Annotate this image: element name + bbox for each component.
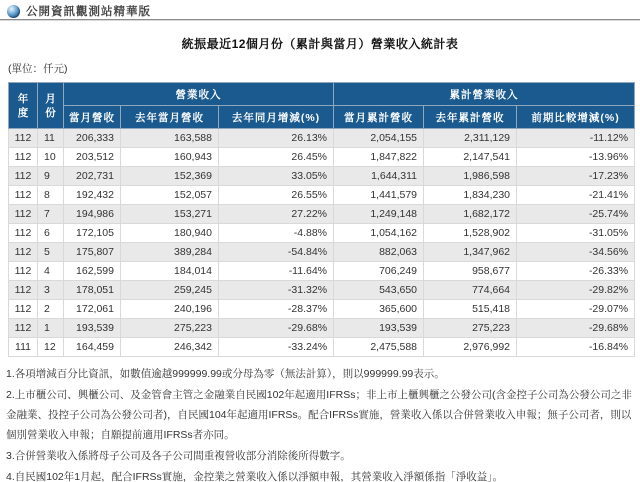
table-cell: 1,847,822: [334, 148, 424, 167]
site-title: 公開資訊觀測站精華版: [26, 6, 151, 18]
table-cell: 178,051: [64, 281, 121, 300]
table-cell: 3: [38, 281, 64, 300]
table-cell: 153,271: [121, 205, 219, 224]
table-cell: -34.56%: [517, 243, 635, 262]
table-cell: 4: [38, 262, 64, 281]
group-header-cumulative-revenue: 累計營業收入: [334, 83, 635, 106]
table-cell: 162,599: [64, 262, 121, 281]
table-body: [9, 129, 635, 357]
table-cell: 172,105: [64, 224, 121, 243]
table-cell: 164,459: [64, 338, 121, 357]
table-cell: 5: [38, 243, 64, 262]
table-cell: 193,539: [64, 319, 121, 338]
table-cell: 112: [9, 281, 38, 300]
table-cell: 206,333: [64, 129, 121, 148]
table-cell: 192,432: [64, 186, 121, 205]
table-cell: 163,588: [121, 129, 219, 148]
table-cell: 112: [9, 243, 38, 262]
table-cell: 2,054,155: [334, 129, 424, 148]
table-cell: 160,943: [121, 148, 219, 167]
table-cell: -11.64%: [219, 262, 334, 281]
revenue-table: [8, 82, 635, 357]
table-cell: 1,682,172: [424, 205, 517, 224]
table-cell: 112: [9, 148, 38, 167]
col-header-year-line1: 年: [17, 92, 29, 105]
table-cell: 112: [9, 205, 38, 224]
table-cell: 774,664: [424, 281, 517, 300]
table-cell: -11.12%: [517, 129, 635, 148]
table-cell: 275,223: [121, 319, 219, 338]
table-cell: -31.32%: [219, 281, 334, 300]
table-cell: 193,539: [334, 319, 424, 338]
table-cell: 706,249: [334, 262, 424, 281]
table-cell: 275,223: [424, 319, 517, 338]
table-cell: 2,475,588: [334, 338, 424, 357]
table-cell: -29.07%: [517, 300, 635, 319]
table-row: [9, 167, 635, 186]
table-cell: 1,249,148: [334, 205, 424, 224]
table-cell: 1,441,579: [334, 186, 424, 205]
table-row: [9, 148, 635, 167]
table-row: [9, 300, 635, 319]
table-header: [9, 83, 635, 129]
table-row: [9, 243, 635, 262]
table-cell: -29.68%: [517, 319, 635, 338]
table-cell: 175,807: [64, 243, 121, 262]
table-cell: 11: [38, 129, 64, 148]
table-cell: 184,014: [121, 262, 219, 281]
table-cell: 1,347,962: [424, 243, 517, 262]
table-cell: 194,986: [64, 205, 121, 224]
table-cell: 246,342: [121, 338, 219, 357]
table-cell: 882,063: [334, 243, 424, 262]
table-cell: 26.45%: [219, 148, 334, 167]
table-cell: -33.24%: [219, 338, 334, 357]
table-cell: 7: [38, 205, 64, 224]
table-cell: 111: [9, 338, 38, 357]
table-cell: 389,284: [121, 243, 219, 262]
table-cell: -25.74%: [517, 205, 635, 224]
footnote-1: 1.各項增減百分比資訊，如數值逾越999999.99或分母為零（無法計算），則以999999.99表示。: [6, 368, 445, 380]
table-cell: 2: [38, 300, 64, 319]
table-row: [9, 262, 635, 281]
table-cell: 112: [9, 186, 38, 205]
table-cell: -16.84%: [517, 338, 635, 357]
table-cell: 180,940: [121, 224, 219, 243]
table-row: [9, 319, 635, 338]
group-header-monthly-revenue: 營業收入: [64, 83, 334, 106]
table-cell: 6: [38, 224, 64, 243]
table-cell: 543,650: [334, 281, 424, 300]
table-cell: 203,512: [64, 148, 121, 167]
table-cell: 26.55%: [219, 186, 334, 205]
page-title: 統振最近12個月份（累計與當月）營業收入統計表: [181, 37, 459, 51]
table-cell: 112: [9, 319, 38, 338]
table-cell: -21.41%: [517, 186, 635, 205]
table-cell: 26.13%: [219, 129, 334, 148]
table-cell: 1,644,311: [334, 167, 424, 186]
table-cell: 1,986,598: [424, 167, 517, 186]
table-cell: 10: [38, 148, 64, 167]
table-cell: 152,369: [121, 167, 219, 186]
col-header-month-line1: 月: [45, 92, 56, 105]
table-cell: 27.22%: [219, 205, 334, 224]
table-cell: 240,196: [121, 300, 219, 319]
footnote-4: 4.自民國102年1月起，配合IFRSs實施，金控業之營業收入係以淨額申報，其營業收入淨額係指「淨收益」。: [6, 471, 504, 482]
table-cell: 33.05%: [219, 167, 334, 186]
table-cell: 1,834,230: [424, 186, 517, 205]
table-cell: -26.33%: [517, 262, 635, 281]
table-row: [9, 281, 635, 300]
col-header-current-month-revenue: 當月營收: [64, 106, 121, 129]
unit-label: (單位：仟元): [8, 63, 68, 75]
footnote-3: 3.合併營業收入係將母子公司及各子公司間重複營收部分消除後所得數字。: [6, 450, 351, 462]
table-cell: -29.68%: [219, 319, 334, 338]
table-cell: 365,600: [334, 300, 424, 319]
table-cell: -29.82%: [517, 281, 635, 300]
table-row: [9, 129, 635, 148]
col-header-last-year-cumulative-revenue: 去年累計營收: [424, 106, 517, 129]
table-cell: 2,147,541: [424, 148, 517, 167]
table-cell: -28.37%: [219, 300, 334, 319]
col-header-month: [38, 83, 64, 129]
table-cell: 112: [9, 129, 38, 148]
col-header-yoy-change: 去年同月增減(%): [219, 106, 334, 129]
table-cell: 8: [38, 186, 64, 205]
table-cell: 202,731: [64, 167, 121, 186]
table-cell: -4.88%: [219, 224, 334, 243]
col-header-year: [9, 83, 38, 129]
table-cell: -31.05%: [517, 224, 635, 243]
site-header: [0, 0, 640, 20]
col-header-current-cumulative-revenue: 當月累計營收: [334, 106, 424, 129]
col-header-cumulative-change: 前期比較增減(%): [517, 106, 635, 129]
table-cell: 259,245: [121, 281, 219, 300]
col-header-last-year-month-revenue: 去年當月營收: [121, 106, 219, 129]
table-cell: 1,528,902: [424, 224, 517, 243]
table-cell: 112: [9, 262, 38, 281]
col-header-month-line2: 份: [45, 106, 56, 119]
table-cell: 958,677: [424, 262, 517, 281]
table-cell: 1,054,162: [334, 224, 424, 243]
globe-icon: [7, 5, 20, 18]
footnotes: [6, 364, 636, 482]
table-cell: 9: [38, 167, 64, 186]
footnote-2: 2.上市櫃公司、興櫃公司、及金管會主管之金融業自民國102年起適用IFRSs；非上市上櫃興櫃之公發公司(含金控子公司為公發公司之非金融業、投控子公司為公發公司者)，自民國104年起適用IFRSs。配合IFRSs實施，營業收入係以合併營業收入申報；無子公司者，則以個別營業收入申報；自願提前適用IFRSs者亦同。: [6, 389, 632, 441]
table-cell: 152,057: [121, 186, 219, 205]
table-cell: 112: [9, 224, 38, 243]
table-row: [9, 224, 635, 243]
table-cell: 172,061: [64, 300, 121, 319]
table-cell: -13.96%: [517, 148, 635, 167]
table-row: [9, 338, 635, 357]
table-cell: 112: [9, 167, 38, 186]
table-cell: 112: [9, 300, 38, 319]
table-cell: -54.84%: [219, 243, 334, 262]
table-cell: -17.23%: [517, 167, 635, 186]
table-cell: 1: [38, 319, 64, 338]
table-cell: 515,418: [424, 300, 517, 319]
table-cell: 2,976,992: [424, 338, 517, 357]
table-row: [9, 186, 635, 205]
table-cell: 2,311,129: [424, 129, 517, 148]
col-header-year-line2: 度: [17, 106, 29, 119]
table-cell: 12: [38, 338, 64, 357]
table-row: [9, 205, 635, 224]
